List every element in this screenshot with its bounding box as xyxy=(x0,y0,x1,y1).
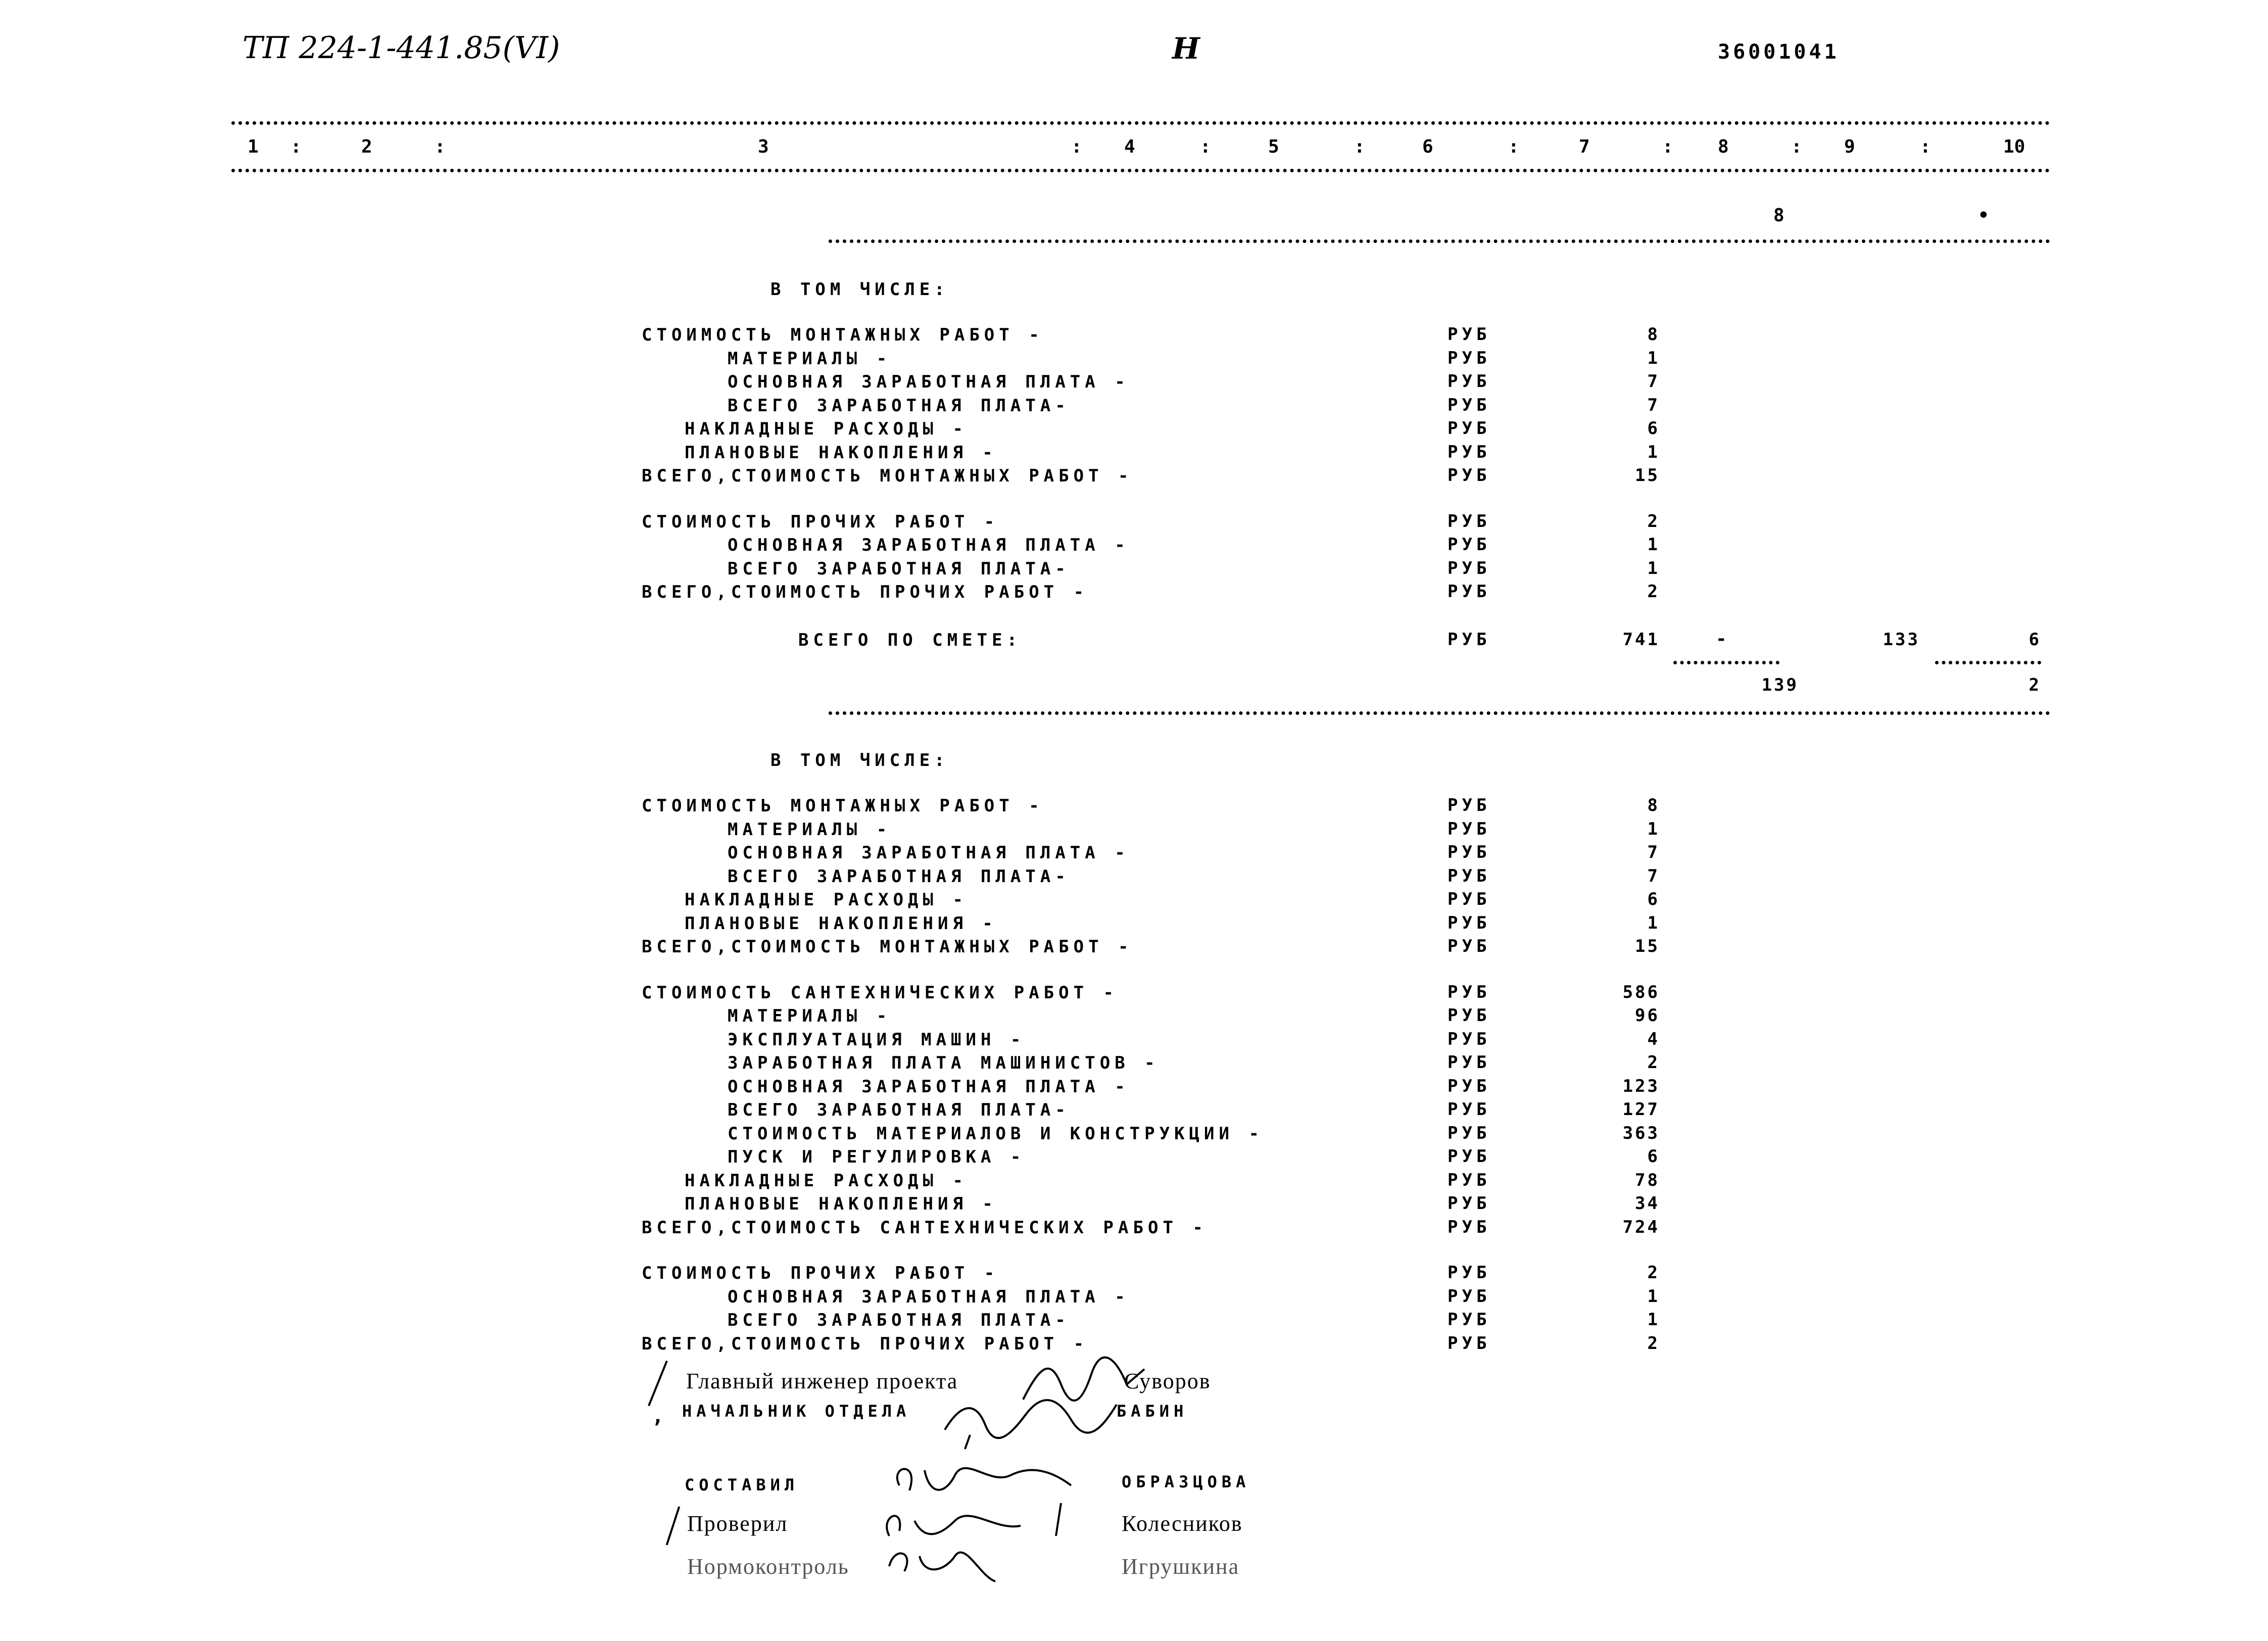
chief-engineer-title: Главный инженер проекта xyxy=(686,1369,958,1393)
row-unit: РУБ xyxy=(1447,842,1491,862)
row-unit: РУБ xyxy=(1447,348,1491,368)
row-label: ОСНОВНАЯ ЗАРАБОТНАЯ ПЛАТА - xyxy=(728,535,1130,555)
row-unit: РУБ xyxy=(1447,442,1491,462)
row-value: 4 xyxy=(1647,1029,1660,1049)
row-unit: РУБ xyxy=(1447,418,1491,439)
row-value: 7 xyxy=(1647,371,1660,392)
row-unit: РУБ xyxy=(1447,865,1491,886)
row-label: ВСЕГО,СТОИМОСТЬ МОНТАЖНЫХ РАБОТ - xyxy=(642,937,1133,957)
grand-total-col9-bottom: 139 xyxy=(1761,675,1799,695)
grand-total-col10-rule xyxy=(1935,661,2041,664)
row-label: ОСНОВНАЯ ЗАРАБОТНАЯ ПЛАТА - xyxy=(728,1076,1130,1097)
row-label: СТОИМОСТЬ МОНТАЖНЫХ РАБОТ - xyxy=(642,796,1044,816)
row-unit: РУБ xyxy=(1447,371,1491,392)
section2-heading: В ТОМ ЧИСЛЕ: xyxy=(770,750,949,770)
section1-heading: В ТОМ ЧИСЛЕ: xyxy=(770,279,949,300)
row-label: МАТЕРИАЛЫ - xyxy=(728,1006,892,1026)
header-top-rule xyxy=(231,121,2050,125)
row-label: ВСЕГО,СТОИМОСТЬ САНТЕХНИЧЕСКИХ РАБОТ - xyxy=(642,1217,1208,1238)
column-number: 6 xyxy=(1422,136,1433,157)
column-separator: : xyxy=(1071,136,1082,157)
grand-total-col10-bottom: 2 xyxy=(2029,675,2041,695)
row-label: НАКЛАДНЫЕ РАСХОДЫ - xyxy=(685,890,968,910)
row-unit: РУБ xyxy=(1447,324,1491,345)
row-label: СТОИМОСТЬ МОНТАЖНЫХ РАБОТ - xyxy=(642,325,1044,345)
row-value: 78 xyxy=(1635,1170,1660,1190)
row-value: 34 xyxy=(1635,1193,1660,1214)
grand-total-col9-rule xyxy=(1673,661,1779,664)
norm-control-signature xyxy=(884,1541,1000,1586)
row-value: 2 xyxy=(1647,1052,1660,1073)
row-unit: РУБ xyxy=(1447,395,1491,415)
dept-head-name: БАБИН xyxy=(1117,1402,1188,1421)
row-unit: РУБ xyxy=(1447,1052,1491,1073)
column-number: 4 xyxy=(1124,136,1135,157)
row-value: 2 xyxy=(1647,582,1660,602)
row-unit: РУБ xyxy=(1447,1170,1491,1190)
row-unit: РУБ xyxy=(1447,1286,1491,1307)
checked-title: Проверил xyxy=(687,1511,788,1536)
row-value: 7 xyxy=(1647,395,1660,415)
row-label: ВСЕГО ЗАРАБОТНАЯ ПЛАТА- xyxy=(728,1100,1070,1120)
column-separator: : xyxy=(435,136,446,157)
row-value: 1 xyxy=(1647,348,1660,368)
row-value: 127 xyxy=(1622,1099,1660,1120)
document-number: 36001041 xyxy=(1718,40,1840,64)
row-unit: РУБ xyxy=(1447,936,1491,956)
row-label: ВСЕГО ЗАРАБОТНАЯ ПЛАТА- xyxy=(728,395,1070,416)
row-value: 7 xyxy=(1647,842,1660,862)
row-value: 1 xyxy=(1647,1286,1660,1307)
header-bottom-rule xyxy=(231,169,2050,172)
row-value: 1 xyxy=(1647,912,1660,933)
row-value: 96 xyxy=(1635,1005,1660,1026)
column-number: 8 xyxy=(1718,136,1729,157)
row-unit: РУБ xyxy=(1447,1076,1491,1096)
row-label: ПЛАНОВЫЕ НАКОПЛЕНИЯ - xyxy=(685,1194,997,1214)
row-value: 1 xyxy=(1647,558,1660,578)
row-unit: РУБ xyxy=(1447,1193,1491,1214)
row-unit: РУБ xyxy=(1447,1146,1491,1167)
row-unit: РУБ xyxy=(1447,535,1491,555)
row-label: ОСНОВНАЯ ЗАРАБОТНАЯ ПЛАТА - xyxy=(728,1286,1130,1307)
row-value: 586 xyxy=(1622,982,1660,1002)
row-value: 15 xyxy=(1635,936,1660,956)
dept-head-signature xyxy=(940,1384,1122,1450)
column-number: 9 xyxy=(1844,136,1855,157)
checked-signature xyxy=(879,1501,1081,1546)
row-unit: РУБ xyxy=(1447,1263,1491,1283)
row-value: 1 xyxy=(1647,442,1660,462)
column-number: 2 xyxy=(361,136,372,157)
row-value: 6 xyxy=(1647,889,1660,909)
row-unit: РУБ xyxy=(1447,1217,1491,1237)
row-label: СТОИМОСТЬ ПРОЧИХ РАБОТ - xyxy=(642,1263,999,1283)
top-total-col8: 8 xyxy=(1773,205,1784,226)
row-unit: РУБ xyxy=(1447,582,1491,602)
column-number: 1 xyxy=(248,136,259,157)
compiled-title: СОСТАВИЛ xyxy=(685,1475,799,1494)
row-label: ВСЕГО,СТОИМОСТЬ ПРОЧИХ РАБОТ - xyxy=(642,582,1089,602)
grand-total-unit: РУБ xyxy=(1447,630,1491,650)
row-unit: РУБ xyxy=(1447,1123,1491,1143)
row-value: 2 xyxy=(1647,511,1660,532)
checked-name: Колесников xyxy=(1122,1511,1243,1536)
row-label: ВСЕГО ЗАРАБОТНАЯ ПЛАТА- xyxy=(728,558,1070,579)
document-code: ТП 224-1-441.85(VI) xyxy=(243,30,560,66)
row-unit: РУБ xyxy=(1447,465,1491,486)
page-mark: Н xyxy=(1172,31,1200,66)
row-label: СТОИМОСТЬ МАТЕРИАЛОВ И КОНСТРУКЦИИ - xyxy=(728,1123,1264,1144)
row-unit: РУБ xyxy=(1447,1099,1491,1120)
row-value: 8 xyxy=(1647,324,1660,345)
chief-engineer-name: Суворов xyxy=(1124,1369,1211,1393)
top-total-col10: • xyxy=(1978,205,1989,226)
norm-control-title: Нормоконтроль xyxy=(687,1554,849,1579)
grand-total-col8-mark: - xyxy=(1716,629,1727,649)
row-unit: РУБ xyxy=(1447,912,1491,933)
margin-tick-mark xyxy=(648,1361,668,1407)
row-label: ВСЕГО ЗАРАБОТНАЯ ПЛАТА- xyxy=(728,1310,1070,1330)
column-number: 10 xyxy=(2003,136,2025,157)
row-unit: РУБ xyxy=(1447,558,1491,578)
dept-head-title: НАЧАЛЬНИК ОТДЕЛА xyxy=(682,1402,911,1421)
row-unit: РУБ xyxy=(1447,1333,1491,1354)
row-label: ПЛАНОВЫЕ НАКОПЛЕНИЯ - xyxy=(685,913,997,934)
row-unit: РУБ xyxy=(1447,818,1491,839)
row-label: ПУСК И РЕГУЛИРОВКА - xyxy=(728,1147,1026,1167)
row-label: НАКЛАДНЫЕ РАСХОДЫ - xyxy=(685,419,968,439)
row-value: 6 xyxy=(1647,418,1660,439)
top-total-rule xyxy=(829,239,2050,243)
row-unit: РУБ xyxy=(1447,1310,1491,1330)
row-unit: РУБ xyxy=(1447,982,1491,1002)
grand-total-label: ВСЕГО ПО СМЕТЕ: xyxy=(798,630,1022,650)
row-value: 363 xyxy=(1622,1123,1660,1143)
grand-total-col10-top: 6 xyxy=(2029,630,2041,650)
column-separator: : xyxy=(291,136,302,157)
row-value: 2 xyxy=(1647,1263,1660,1283)
grand-total-col9-top: 133 xyxy=(1883,630,1920,650)
row-value: 1 xyxy=(1647,535,1660,555)
column-separator: : xyxy=(1200,136,1211,157)
row-label: ПЛАНОВЫЕ НАКОПЛЕНИЯ - xyxy=(685,442,997,463)
row-label: ЗАРАБОТНАЯ ПЛАТА МАШИНИСТОВ - xyxy=(728,1053,1160,1073)
column-number: 5 xyxy=(1268,136,1279,157)
row-value: 7 xyxy=(1647,865,1660,886)
row-label: ОСНОВНАЯ ЗАРАБОТНАЯ ПЛАТА - xyxy=(728,372,1130,392)
row-unit: РУБ xyxy=(1447,511,1491,532)
row-value: 2 xyxy=(1647,1333,1660,1354)
row-value: 15 xyxy=(1635,465,1660,486)
column-separator: : xyxy=(1920,136,1931,157)
row-label: СТОИМОСТЬ ПРОЧИХ РАБОТ - xyxy=(642,511,999,532)
row-unit: РУБ xyxy=(1447,1029,1491,1049)
row-unit: РУБ xyxy=(1447,795,1491,815)
row-label: ВСЕГО ЗАРАБОТНАЯ ПЛАТА- xyxy=(728,866,1070,887)
column-number: 7 xyxy=(1579,136,1590,157)
row-value: 1 xyxy=(1647,818,1660,839)
column-separator: : xyxy=(1662,136,1673,157)
column-number: 3 xyxy=(758,136,769,157)
row-value: 8 xyxy=(1647,795,1660,815)
row-value: 1 xyxy=(1647,1310,1660,1330)
row-label: ВСЕГО,СТОИМОСТЬ ПРОЧИХ РАБОТ - xyxy=(642,1333,1089,1354)
comma-mark: , xyxy=(652,1405,664,1428)
row-value: 123 xyxy=(1622,1076,1660,1096)
row-unit: РУБ xyxy=(1447,889,1491,909)
norm-control-name: Игрушкина xyxy=(1122,1554,1240,1579)
column-separator: : xyxy=(1508,136,1519,157)
row-label: СТОИМОСТЬ САНТЕХНИЧЕСКИХ РАБОТ - xyxy=(642,982,1119,1003)
grand-total-rule xyxy=(829,711,2050,715)
row-label: МАТЕРИАЛЫ - xyxy=(728,348,892,369)
column-separator: : xyxy=(1354,136,1365,157)
row-label: ОСНОВНАЯ ЗАРАБОТНАЯ ПЛАТА - xyxy=(728,843,1130,863)
column-separator: : xyxy=(1791,136,1802,157)
row-unit: РУБ xyxy=(1447,1005,1491,1026)
row-label: НАКЛАДНЫЕ РАСХОДЫ - xyxy=(685,1170,968,1191)
row-label: МАТЕРИАЛЫ - xyxy=(728,819,892,840)
grand-total-value: 741 xyxy=(1622,630,1660,650)
compiled-name: ОБРАЗЦОВА xyxy=(1122,1472,1250,1491)
checked-tick-mark xyxy=(666,1506,681,1545)
row-value: 6 xyxy=(1647,1146,1660,1167)
row-label: ЭКСПЛУАТАЦИЯ МАШИН - xyxy=(728,1029,1026,1050)
row-label: ВСЕГО,СТОИМОСТЬ МОНТАЖНЫХ РАБОТ - xyxy=(642,466,1133,486)
row-value: 724 xyxy=(1622,1217,1660,1237)
